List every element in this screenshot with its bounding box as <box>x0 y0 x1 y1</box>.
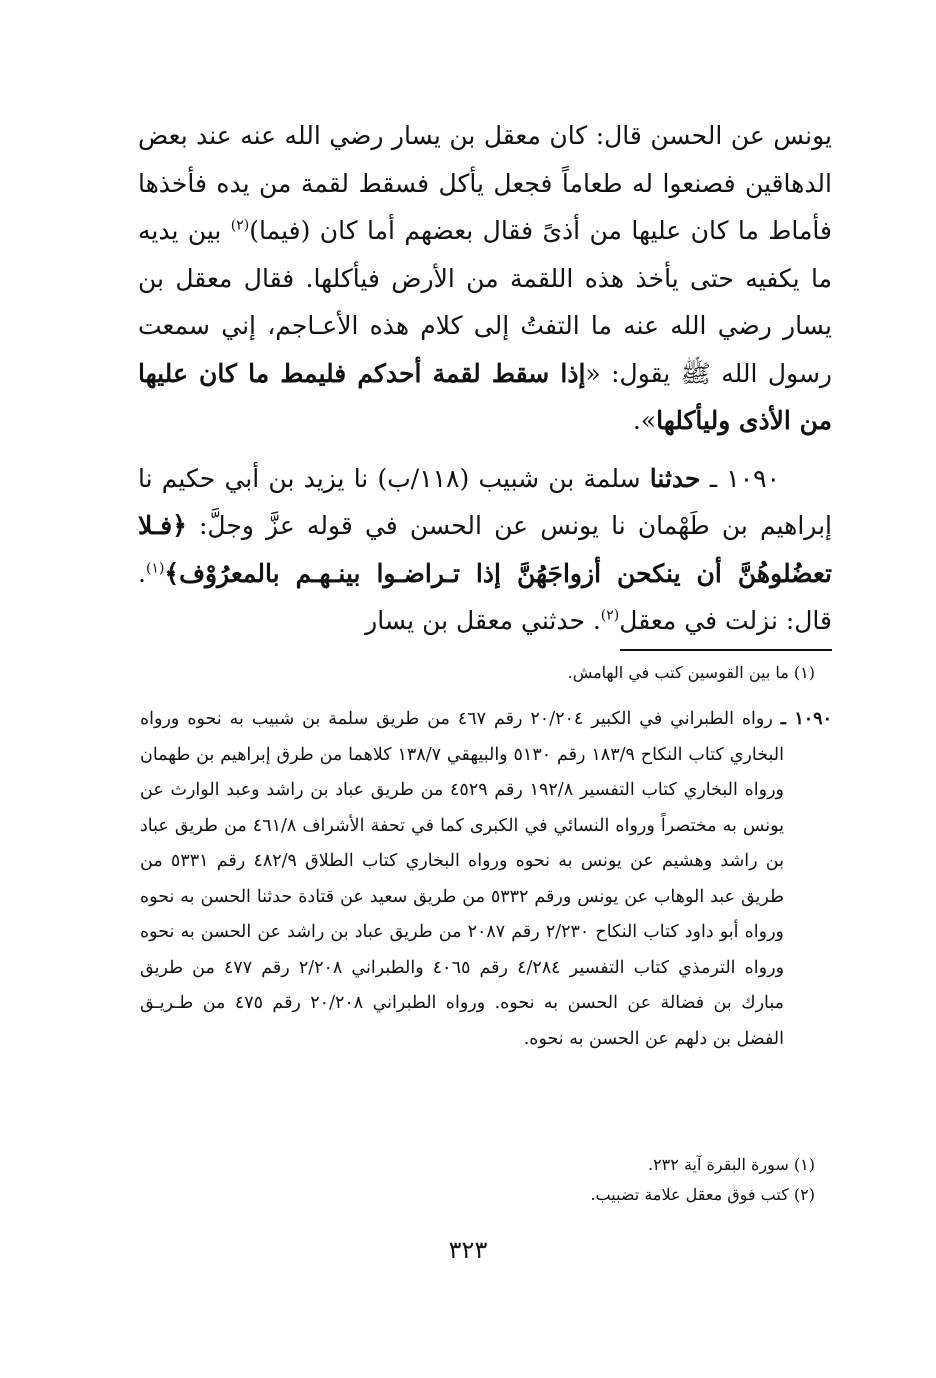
footnotes-top <box>185 660 815 686</box>
paragraph-1-end: ». <box>632 406 657 435</box>
footnote-item: (١) سورة البقرة آية ٢٣٢. <box>647 1155 815 1174</box>
commentary-text: رواه الطبراني في الكبير ٢٠/٢٠٤ رقم ٤٦٧ من طريق سلمة بن شبيب به نحوه ورواه البخاري كتاب النكاح ١٨٣/٩ رقم ٥١٣٠ والبيهقي ١٣٨/٧ كلاهما من طرق إبراهيم بن طهمان ورواه البخاري كتاب التفسير ١٩٢/٨ رقم ٤٥٢٩ من طريق عباد بن راشد وعبد الوارث عن يونس به مختصراً ورواه النسائي في الكبرى كما في تحفة الأشراف ٤٦١/٨ من طريق عباد بن راشد وهشيم عن يونس به نحوه ورواه البخاري كتاب الطلاق ٤٨٢/٩ رقم ٥٣٣١ من طريق عبد الوهاب عن يونس ورقم ٥٣٣٢ من طريق سعيد عن قتادة حدثنا الحسن به نحوه ورواه أبو داود كتاب النكاح ٢/٢٣٠ رقم ٢٠٨٧ من طريق عباد بن راشد عن الحسن به نحوه ورواه الترمذي كتاب التفسير ٤/٢٨٤ رقم ٤٠٦٥ والطبراني ٢/٢٠٨ رقم ٤٧٧ من طريق مبارك بن فضالة عن الحسن به نحوه. ورواه الطبراني ٢٠/٢٠٨ رقم ٤٧٥ من طـريـق الفضل بن دلهم عن الحسن به نحوه. <box>140 709 785 1049</box>
hadith-quote: إذا سقط لقمة أحدكم فليمط ما كان عليها من الأذى وليأكلها <box>138 358 832 435</box>
commentary-block <box>140 702 832 1057</box>
footnote-item: (٢) كتب فوق معقل علامة تضبيب. <box>590 1185 815 1204</box>
quran-verse: ﴿فـلا تعضُلوهُنَّ أن ينكحن أزواجَهُنَّ إذا تـراضـوا بينـهـم بالمعرُوْف﴾ <box>138 511 832 588</box>
footnote-marker: (٢) <box>230 217 250 234</box>
paragraph-2-text: سلمة بن شبيب (١١٨/ب) نا يزيد بن أبي حكيم نا إبراهيم بن طَهْمان نا يونس عن الحسن في قوله عزَّ وجلَّ: <box>138 463 832 540</box>
footnote-marker: (٢) <box>600 607 620 624</box>
commentary-number: ١٠٩٠ ـ <box>780 709 832 729</box>
footnote-item: (١) ما بين القوسين كتب في الهامش. <box>567 663 815 682</box>
paragraph-2 <box>138 455 832 645</box>
page-number: ٣٢٣ <box>448 1236 488 1264</box>
footnote-marker: (١) <box>145 560 165 577</box>
paragraph-1-continued: بين يديه ما يكفيه حتى يأخذ هذه اللقمة من الأرض فيأكلها. فقال معقل بن يسار رضي الله عنه ما التفتُ إلى كلام هذه الأعـاجم، إني سمعت رسول الله ﷺ يقول: « <box>138 216 832 388</box>
main-text <box>138 112 832 645</box>
footnote-divider <box>620 649 832 651</box>
commentary-paragraph <box>140 702 832 1057</box>
narration-lead: حدثنا <box>649 463 701 493</box>
paragraph-2-end: . حدثني معقل بن يسار <box>365 606 601 635</box>
paragraph-1 <box>138 112 832 445</box>
paragraph-1-text: يونس عن الحسن قال: كان معقل بن يسار رضي الله عنه عند بعض الدهاقين فصنعوا له طعاماً فجعل يأكل فسقط لقمة من يده فأخذها فأماط ما كان عليها من أذىً فقال بعضهم أما كان (فيما) <box>138 121 833 245</box>
footnotes-bottom <box>185 1150 815 1210</box>
hadith-number: ١٠٩٠ ـ <box>700 463 780 493</box>
paragraph-2-middle: . قال: نزلت في معقل <box>138 558 832 635</box>
